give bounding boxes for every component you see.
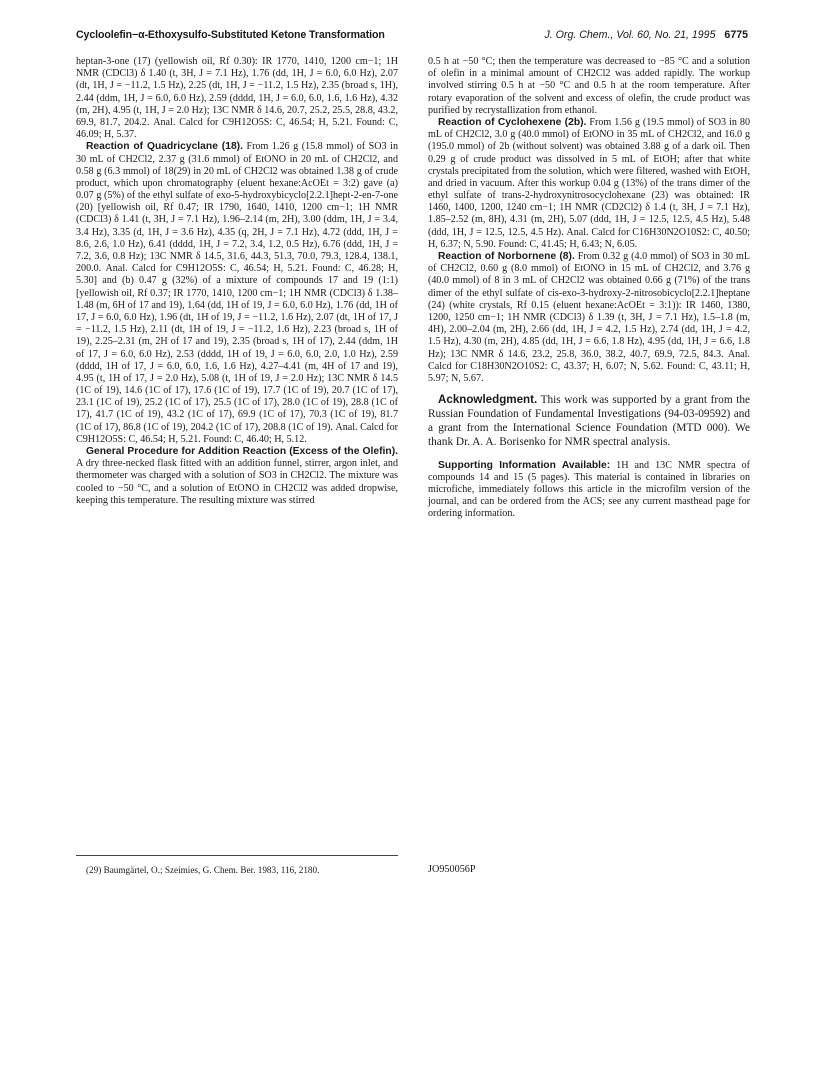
paragraph-norbornene — [428, 251, 750, 385]
heading-cyclohexene: Reaction of Cyclohexene (2b). — [438, 116, 587, 128]
running-header — [76, 29, 748, 45]
heading-acknowledgment: Acknowledgment. — [438, 393, 538, 407]
paragraph-procedure-continued: 0.5 h at −50 °C; then the temperature was decreased to −85 °C and a solution of olefin in a minimal amount of CH2Cl2 was added rapidly. The workup involved stirring 0.5 h at −50 °C and 0.5 h at the room temperature. After rotary evaporation of the solvent and excess of olefin, the crude product was purified by recrystallization from ethanol. — [428, 56, 750, 116]
running-title: Cycloolefin−α-Ethoxysulfo-Substituted Ketone Transformation — [76, 29, 385, 41]
heading-general-procedure: General Procedure for Addition Reaction (Excess of the Olefin). — [86, 446, 398, 457]
body-general-procedure: A dry three-necked flask fitted with an addition funnel, stirrer, argon inlet, and thermometer was charged with a solution of SO3 in CH2Cl2. The mixture was cooled to −50 °C, and a solution of EtONO in CH2Cl2 was added dropwise, keeping this temperature. The resulting mixture was stirred — [76, 458, 398, 506]
paragraph-acknowledgment — [428, 393, 750, 450]
heading-supporting-info: Supporting Information Available: — [438, 459, 611, 471]
footnote-divider — [76, 855, 398, 856]
paragraph-supporting-info — [428, 460, 750, 521]
body-acknowledgment: This work was supported by a grant from the Russian Foundation of Fundamental Investigations (94-03-09592) and a grant from the International Science Foundation (MTD 000). We thank Dr. A. A. Borisenko for NMR spectral analysis. — [428, 394, 750, 448]
journal-name: J. Org. Chem., — [544, 29, 614, 41]
paragraph-quadricyclane — [76, 141, 398, 446]
body-supporting-info: 1H and 13C NMR spectra of compounds 14 and 15 (5 pages). This material is contained in libraries on microfiche, immediately follows this article in the microfilm version of the journal, and can be ordered from the ACS; see any current masthead page for ordering information. — [428, 459, 751, 520]
heading-quadricyclane: Reaction of Quadricyclane (18). — [86, 141, 243, 153]
paragraph-cyclohexene — [428, 117, 750, 251]
page-number: 6775 — [724, 29, 748, 41]
manuscript-code: JO950056P — [428, 864, 476, 875]
journal-citation — [545, 29, 749, 41]
body-cyclohexene: From 1.56 g (19.5 mmol) of SO3 in 80 mL of CH2Cl2, 3.0 g (40.0 mmol) of EtONO in 35 mL of CH2Cl2, and 16.0 g (195.0 mmol) of 2b (without solvent) was obtained 3.88 g of a dark oil. Then 0.29 g of crude product was dissolved in 5 mL of EtOH; after that white crystals precipitated from the solution, which were filtered, washed with EtOH, and dried in vacuum. After this workup 0.04 g (13%) of the trans dimer of the ethyl sulfate of trans-2-hydroxynitrosocyclohexane (23) was obtained: IR 1460, 1400, 1200, 1240 cm−1; 1H NMR (CD2Cl2) δ 1.4 (t, 3H, J = 7.1 Hz), 1.85–2.52 (m, 8H), 4.31 (m, 2H), 5.07 (ddd, 1H, J = 12.5, 12.5, 4.5 Hz), 5.48 (ddd, 1H, J = 12.5, 12.5, 4.5 Hz). Anal. Calcd for C16H30N2O10S2: C, 40.50; H, 6.37; N, 5.90. Found: C, 41.45; H, 6.43; N, 6.05. — [428, 116, 750, 250]
paragraph-compound-17: heptan-3-one (17) (yellowish oil, Rf 0.30): IR 1770, 1410, 1200 cm−1; 1H NMR (CDCl3) δ 1.40 (t, 3H, J = 7.1 Hz), 1.76 (dd, 1H, J = 6.0, 6.0 Hz), 2.07 (dt, 1H, J = −11.2, 1.5 Hz), 2.25 (dt, 1H, J = −11.2, 1.5 Hz), 2.35 (broad s, 1H), 2.44 (ddm, 1H, J = 6.0, 6.0 Hz), 2.59 (dddd, 1H, J = 6.0, 6.0, 1.6, 1.6 Hz), 4.32 (m, 2H), 4.95 (t, 1H, J = 2.0 Hz); 13C NMR δ 14.6, 20.7, 25.2, 25.5, 28.8, 43.2, 69.9, 81.7, 204.2. Anal. Calcd for C9H12O5S: C, 46.54; H, 5.21. Found: C, 46.09; H, 5.37. — [76, 56, 398, 141]
heading-norbornene: Reaction of Norbornene (8). — [438, 251, 575, 262]
right-column — [428, 56, 750, 521]
body-quadricyclane: From 1.26 g (15.8 mmol) of SO3 in 30 mL of CH2Cl2, 2.37 g (31.6 mmol) of EtONO in 20 mL of CH2Cl2, and 0.58 g (6.3 mmol) of 18(29) in 20 mL of CH2Cl2 was obtained 1.38 g of crude product, which upon chromatography (eluent hexane:AcOEt = 3:2) gave (a) 0.07 g (5%) of the ethyl sulfate of exo-5-hydroxybicyclo[2.2.1]hept-2-en-7-one (20) [yellowish oil, Rf 0.47; IR 1790, 1640, 1410, 1200 cm−1; 1H NMR (CDCl3) δ 1.41 (t, 3H, J = 7.1 Hz), 1.96–2.14 (m, 2H), 3.00 (ddm, 1H, J = 3.4, 3.4 Hz), 3.35 (d, 1H, J = 3.6 Hz), 4.35 (q, 2H, J = 7.1 Hz), 4.72 (ddd, 1H, J = 8.6, 2.6, 1.0 Hz), 6.41 (dddd, 1H, J = 7.2, 3.4, 1.2, 0.5 Hz), 6.76 (ddd, 1H, J = 7.2, 3.6, 0.8 Hz); 13C NMR δ 14.5, 31.6, 44.3, 51.3, 70.0, 79.3, 128.4, 138.1, 200.0. Anal. Calcd for C9H12O5S: C, 46.54; H, 5.21. Found: C, 46.28; H, 5.30] and (b) 0.47 g (32%) of a mixture of compounds 17 and 19 (1:1) [yellowish oil, Rf 0.37; IR 1770, 1410, 1200 cm−1; 1H NMR (CDCl3) δ 1.38–1.48 (m, 6H of 17 and 19), 1.64 (dd, 1H of 19, J = 6.0, 6.0 Hz), 1.76 (dd, 1H of 17, J = 6.0, 6.0 Hz), 1.96 (dt, 1H of 19, J = −11.2, 1.6 Hz), 2.07 (dt, 1H of 17, J = −11.2, 1.5 Hz), 2.11 (dt, 1H of 19, J = −11.2, 1.6 Hz), 2.23 (broad s, 1H of 19), 2.25–2.31 (m, 2H of 17 and 19), 2.35 (broad s, 1H of 17), 2.44 (ddm, 1H of 17, J = 6.0, 6.0 Hz), 2.53 (dddd, 1H of 19, J = 6.0, 6.0, 2.0, 1.0 Hz), 2.59 (dddd, 1H of 17, J = 6.0, 6.0, 1.6, 1.6 Hz), 4.27–4.41 (m, 4H of 17 and 19), 4.95 (t, 1H of 17, J = 2.0 Hz), 5.08 (t, 1H of 19, J = 2.0 Hz); 13C NMR δ 14.5 (1C of 19), 14.6 (1C of 17), 17.6 (1C of 19), 17.7 (1C of 19), 20.7 (1C of 17), 23.1 (1C of 19), 25.2 (1C of 17), 25.5 (1C of 17), 28.0 (1C of 19), 28.8 (1C of 17), 41.7 (1C of 19), 43.2 (1C of 17), 69.9 (1C of 17), 70.3 (1C of 19), 81.7 (1C of 17), 86.8 (1C of 19), 204.2 (1C of 17), 208.8 (1C of 19). Anal. Calcd for C9H12O5S: C, 46.54; H, 5.21. Found: C, 46.40; H, 5.12. — [76, 141, 398, 445]
paragraph-general-procedure — [76, 446, 398, 507]
body-norbornene: From 0.32 g (4.0 mmol) of SO3 in 30 mL of CH2Cl2, 0.60 g (8.0 mmol) of EtONO in 15 mL of CH2Cl2, and 3.76 g (40.0 mmol) of 8 in 3 mL of CH2Cl2 was obtained 0.66 g (71%) of the trans dimer of the ethyl sulfate of cis-exo-3-hydroxy-2-nitrosobicyclo[2.2.1]heptane (24) (white crystals, Rf 0.15 (eluent hexane:AcOEt = 3:1)): IR 1460, 1380, 1200, 1250 cm−1; 1H NMR (CDCl3) δ 1.39 (t, 3H, J = 7.1 Hz), 1.5–1.8 (m, 4H), 2.00–2.04 (m, 2H), 2.66 (dd, 1H, J = 4.2, 1.5 Hz), 2.74 (dd, 1H, J = 4.2, 1.5 Hz), 4.30 (m, 2H), 4.85 (dd, 1H, J = 6.6, 1.8 Hz), 4.95 (dd, 1H, J = 6.6, 1.8 Hz); 13C NMR δ 14.6, 23.2, 25.8, 36.0, 38.2, 40.7, 69.9, 72.5, 84.3. Anal. Calcd for C18H30N2O10S2: C, 43.37; H, 6.07; N, 5.62. Found: C, 43.11; H, 5.97; N, 5.67. — [428, 251, 750, 384]
volume-issue: Vol. 60, No. 21, 1995 — [616, 29, 716, 41]
footnote-29: (29) Baumgärtel, O.; Szeimies, G. Chem. Ber. 1983, 116, 2180. — [86, 865, 320, 875]
left-column — [76, 56, 398, 507]
